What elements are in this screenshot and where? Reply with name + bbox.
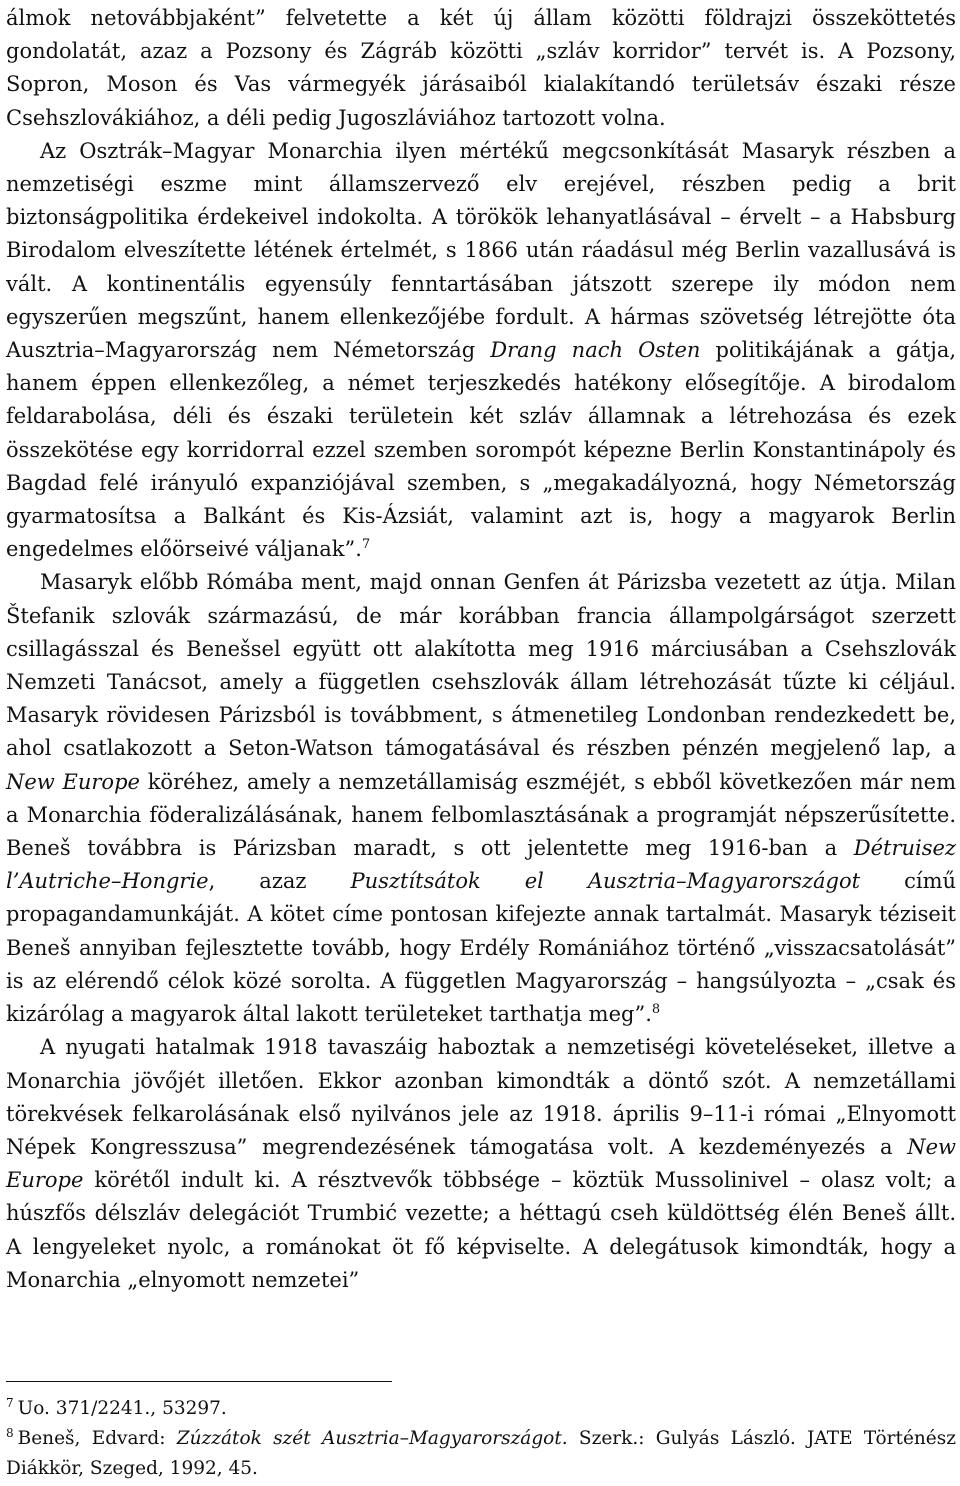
text-run: . Szerk.: Gulyás László. JATE Történész Diákkör, Szeged, 1992, 45. xyxy=(6,1428,956,1479)
italic-text: New Europe xyxy=(6,1134,956,1193)
italic-text: Drang nach Osten xyxy=(490,338,701,363)
text-run: köréhez, amely a nemzetállamiság eszméjét, s ebből következően már nem a Monarchia föderalizálásának, hanem felbomlasztásának a programját népszerűsítette. Beneš továbbra is Párizsban maradt, s ott jelentette meg 1916-ban a xyxy=(6,769,956,861)
footnote xyxy=(6,1424,956,1484)
footnote-reference: 7 xyxy=(361,537,371,553)
text-run: című propagandamunkáját. A kötet címe pontosan kifejezte annak tartalmát. Masaryk téziseit Beneš annyiban fejlesztette tovább, hogy Erdély Romániához történő „visszacsatolását” is az elérendő célok közé sorolta. A független Magyarország – hangsúlyozta – „csak és kizárólag a magyarok által lakott területeket tarthatja meg”. xyxy=(6,869,957,1027)
italic-text: Zúzzátok szét Ausztria–Magyarországot xyxy=(176,1428,562,1449)
footnote xyxy=(6,1394,956,1424)
text-run: Masaryk előbb Rómába ment, majd onnan Genfen át Párizsba vezetett az útja. Milan Štefanik szlovák származású, de már korábban francia állampolgárságot szerzett csillagásszal és Benešsel együtt ott alakította meg 1916 márciusában a Csehszlovák Nemzeti Tanácsot, amely a független csehszlovák állam létrehozását tűzte ki céljául. Masaryk rövidesen Párizsból is továbbment, s átmenetileg Londonban rendezkedett be, ahol csatlakozott a Seton-Watson támogatásával és részben pénzén megjelenő lap, a xyxy=(6,570,956,761)
text-run: álmok netovábbjaként” felvetette a két új állam közötti földrajzi összeköttetés gondolatát, azaz a Pozsony és Zágráb közötti „szláv korridor” tervét is. A Pozsony, Sopron, Moson és Vas vármegyék járásaiból kialakítandó területsáv északi része Csehszlovákiához, a déli pedig Jugoszláviához tartozott volna. xyxy=(6,6,956,130)
text-run: Uo. 371/2241., 53297. xyxy=(17,1398,227,1419)
text-run: A nyugati hatalmak 1918 tavaszáig haboztak a nemzetiségi követeléseket, illetve a Monarchia jövőjét illetően. Ekkor azonban kimondták a döntő szót. A nemzetállami törekvések felkarolásának első nyilvános jele az 1918. április 9–11-i római „Elnyomott Népek Kongresszusa” megrendezésének támogatása volt. A kezdeményezés a xyxy=(6,1035,956,1159)
text-run: körétől indult ki. A résztvevők többsége – köztük Mussolinivel – olasz volt; a húszfős délszláv delegációt Trumbić vezette; a héttagú cseh küldöttség élén Beneš állt. A lengyeleket nyolc, a románokat öt fő képviselte. A delegátusok kimondták, hogy a Monarchia „elnyomott nemzetei” xyxy=(6,1168,956,1292)
footnotes xyxy=(6,1394,956,1484)
italic-text: New Europe xyxy=(6,769,140,794)
paragraph xyxy=(6,1031,956,1297)
body-text xyxy=(6,0,956,1297)
paragraph xyxy=(6,2,956,135)
footnote-number: 7 xyxy=(6,1395,14,1410)
text-run: Beneš, Edvard: xyxy=(17,1428,177,1449)
footnote-separator xyxy=(6,1381,392,1382)
footnote-reference: 8 xyxy=(651,1002,661,1018)
italic-text: Détruisez l’Autriche–Hongrie xyxy=(6,836,956,894)
paragraph xyxy=(6,566,956,1031)
footnote-number: 8 xyxy=(6,1425,14,1440)
text-run: , azaz xyxy=(208,869,351,894)
document-page xyxy=(6,0,956,1297)
text-run: politikájának a gátja, hanem éppen ellenkezőleg, a német terjeszkedés hatékony elősegítője. A birodalom feldarabolása, déli és északi területein két szláv államnak a létrehozása és ezek összekötése egy korridorral ezzel szemben sorompót képezne Berlin Konstantinápoly és Bagdad felé irányuló expanziójával szemben, s „megakadályozná, hogy Németország gyarmatosítsa a Balkánt és Kis-Ázsiát, valamint azt is, hogy a magyarok Berlin engedelmes előörseivé váljanak”. xyxy=(6,338,957,562)
italic-text: Pusztítsátok el Ausztria–Magyarországot xyxy=(350,869,861,894)
paragraph xyxy=(6,135,956,567)
text-run: Az Osztrák–Magyar Monarchia ilyen mértékű megcsonkítását Masaryk részben a nemzetiségi eszme mint államszervező elv erejével, részben pedig a brit biztonságpolitika érdekeivel indokolta. A törökök lehanyatlásával – érvelt – a Habsburg Birodalom elveszítette létének értelmét, s 1866 után ráadásul még Berlin vazallusává is vált. A kontinentális egyensúly fenntartásában játszott szerepe ily módon nem egyszerűen megszűnt, hanem ellenkezőjébe fordult. A hármas szövetség létrejötte óta Ausztria–Magyarország nem Németország xyxy=(6,138,956,363)
